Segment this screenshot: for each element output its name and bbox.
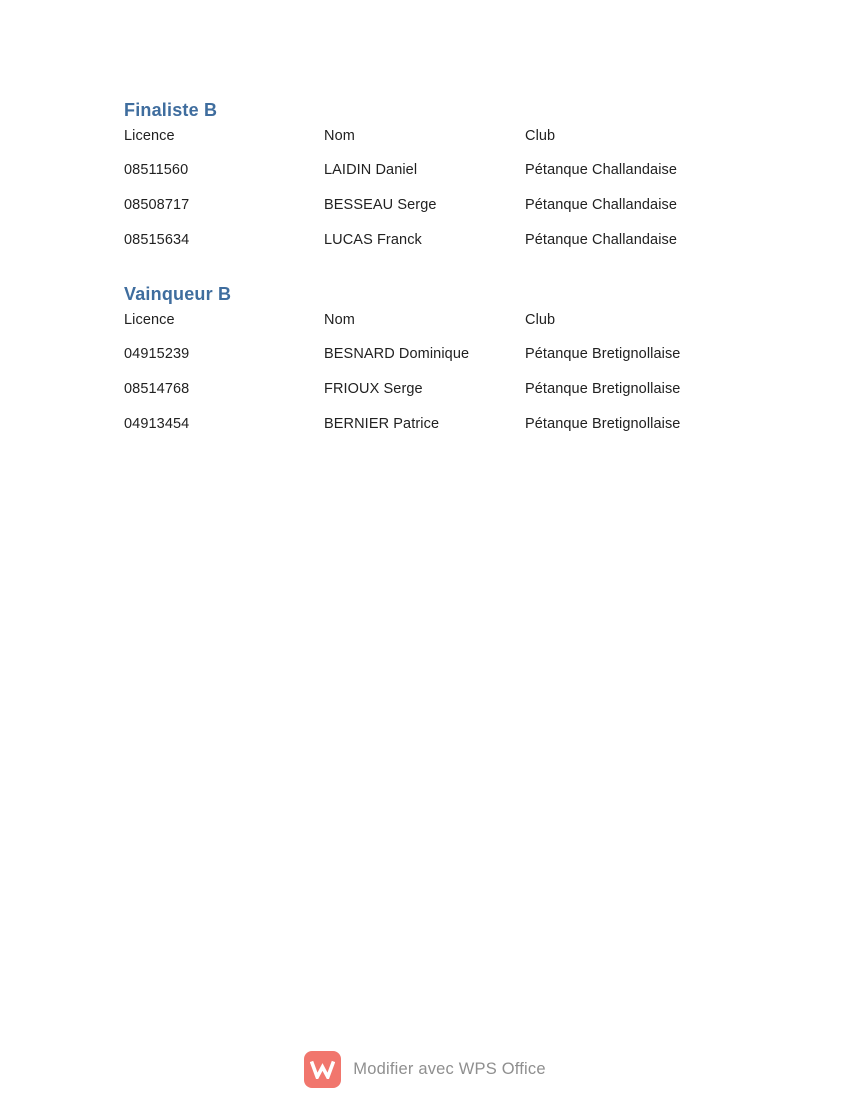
table-row xyxy=(124,230,790,250)
nom-cell: FRIOUX Serge xyxy=(324,381,423,397)
club-cell: Pétanque Challandaise xyxy=(525,162,678,178)
section-title-vainqueur-b: Vainqueur B xyxy=(124,284,232,304)
club-cell: Pétanque Bretignollaise xyxy=(525,416,681,432)
finaliste-b-table xyxy=(124,126,790,250)
section-finaliste-b xyxy=(124,99,790,250)
vainqueur-b-table xyxy=(124,310,790,434)
column-header-nom: Nom xyxy=(324,312,355,328)
wps-office-icon xyxy=(304,1051,341,1088)
column-header-nom: Nom xyxy=(324,128,355,144)
club-cell: Pétanque Bretignollaise xyxy=(525,381,681,397)
licence-cell: 04915239 xyxy=(124,346,190,362)
licence-cell: 04913454 xyxy=(124,416,190,432)
licence-cell: 08511560 xyxy=(124,162,189,178)
licence-cell: 08514768 xyxy=(124,381,190,397)
nom-cell: LAIDIN Daniel xyxy=(324,162,418,178)
document-content xyxy=(124,99,790,434)
column-header-licence: Licence xyxy=(124,128,175,144)
nom-cell: BESSEAU Serge xyxy=(324,197,437,213)
table-header-row xyxy=(124,310,790,330)
nom-cell: LUCAS Franck xyxy=(324,232,422,248)
club-cell: Pétanque Challandaise xyxy=(525,197,678,213)
column-header-club: Club xyxy=(525,312,556,328)
club-cell: Pétanque Challandaise xyxy=(525,232,678,248)
table-row xyxy=(124,160,790,180)
nom-cell: BESNARD Dominique xyxy=(324,346,470,362)
table-row xyxy=(124,379,790,399)
nom-cell: BERNIER Patrice xyxy=(324,416,440,432)
table-row xyxy=(124,344,790,364)
column-header-licence: Licence xyxy=(124,312,175,328)
licence-cell: 08508717 xyxy=(124,197,190,213)
wps-badge-label: Modifier avec WPS Office xyxy=(353,1060,546,1078)
club-cell: Pétanque Bretignollaise xyxy=(525,346,681,362)
section-vainqueur-b xyxy=(124,283,790,434)
section-title-finaliste-b: Finaliste B xyxy=(124,100,218,120)
table-header-row xyxy=(124,126,790,146)
wps-office-badge[interactable] xyxy=(0,1051,850,1088)
table-row xyxy=(124,414,790,434)
column-header-club: Club xyxy=(525,128,556,144)
licence-cell: 08515634 xyxy=(124,232,190,248)
table-row xyxy=(124,195,790,215)
